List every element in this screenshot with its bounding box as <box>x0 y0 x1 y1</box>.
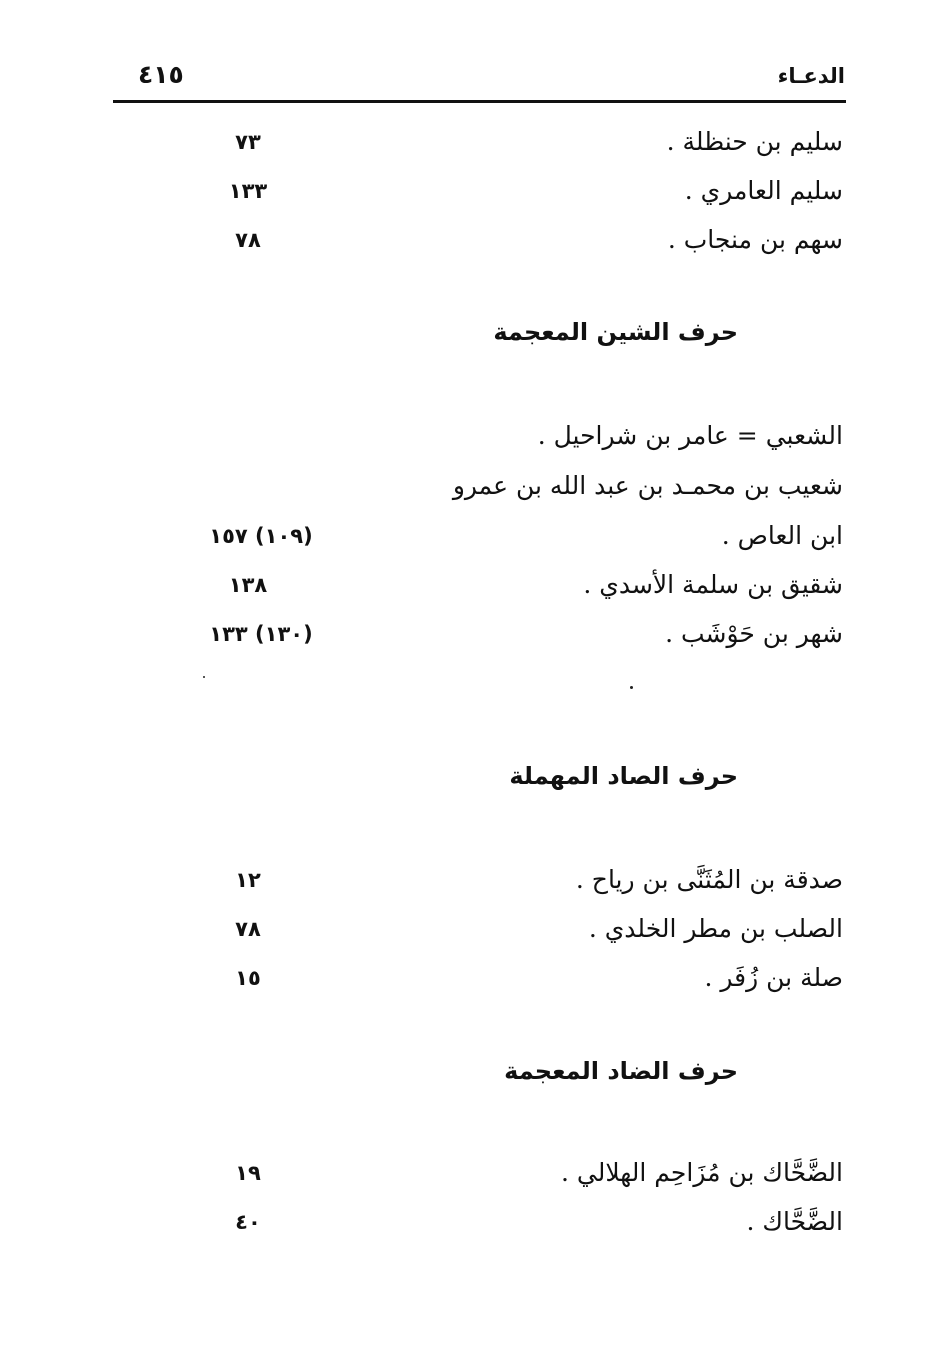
entry-name: ابن العاص . <box>721 521 843 550</box>
entry-name: صدقة بن المُثَنَّى بن رياح . <box>575 865 843 894</box>
entry-page-ref: ١٢ <box>235 868 261 892</box>
index-entry <box>0 464 943 508</box>
running-header-title: الدعـاء <box>777 64 845 88</box>
entry-page-ref: ٧٣ <box>235 130 261 154</box>
index-entry <box>0 169 943 213</box>
index-entry <box>0 414 943 458</box>
index-entry <box>0 858 943 902</box>
index-entry <box>0 907 943 951</box>
entry-page-ref: ٧٨ <box>235 917 261 941</box>
entry-page-ref: ١٩ <box>235 1161 261 1185</box>
entry-name: سهم بن منجاب . <box>667 225 843 254</box>
entry-name: سليم بن حنظلة . <box>666 127 843 156</box>
entry-page-ref: ٧٨ <box>235 228 261 252</box>
section-heading-sheen: حرف الشين المعجمة <box>493 318 738 346</box>
entry-page-ref: ١٣٣ <box>228 179 268 203</box>
entry-name: الضَّحَّاك . <box>746 1207 843 1236</box>
entry-page-ref: (١٣٠) ١٣٣ <box>209 622 313 646</box>
entry-name: شعيب بن محمـد بن عبد الله بن عمرو <box>452 471 843 500</box>
scan-speck <box>203 676 205 678</box>
header-rule <box>113 100 846 103</box>
index-entry <box>0 563 943 607</box>
section-heading-daad: حرف الضاد المعجمة <box>504 1057 738 1085</box>
index-entry <box>0 1151 943 1195</box>
entry-name: الصلب بن مطر الخلدي . <box>588 914 843 943</box>
page-number: ٤١٥ <box>138 60 184 89</box>
entry-page-ref: (١٠٩) ١٥٧ <box>209 524 313 548</box>
entry-name: الضَّحَّاك بن مُزَاحِم الهلالي . <box>560 1158 843 1187</box>
entry-name: شقيق بن سلمة الأسدي . <box>583 570 843 599</box>
index-entry <box>0 612 943 656</box>
section-heading-saad: حرف الصاد المهملة <box>509 762 738 790</box>
index-entry <box>0 120 943 164</box>
entry-name: صلة بن زُفَر . <box>704 963 843 992</box>
entry-name: الشعبي = عامر بن شراحيل . <box>537 421 843 450</box>
index-entry <box>0 514 943 558</box>
entry-name: سليم العامري . <box>684 176 843 205</box>
entry-page-ref: ١٥ <box>235 966 261 990</box>
entry-name: شهر بن حَوْشَب . <box>665 619 843 648</box>
entry-page-ref: ١٣٨ <box>228 573 268 597</box>
index-entry <box>0 218 943 262</box>
entry-page-ref: ٤٠ <box>235 1210 261 1234</box>
scan-speck <box>630 686 633 689</box>
index-entry <box>0 1200 943 1244</box>
index-entry <box>0 956 943 1000</box>
